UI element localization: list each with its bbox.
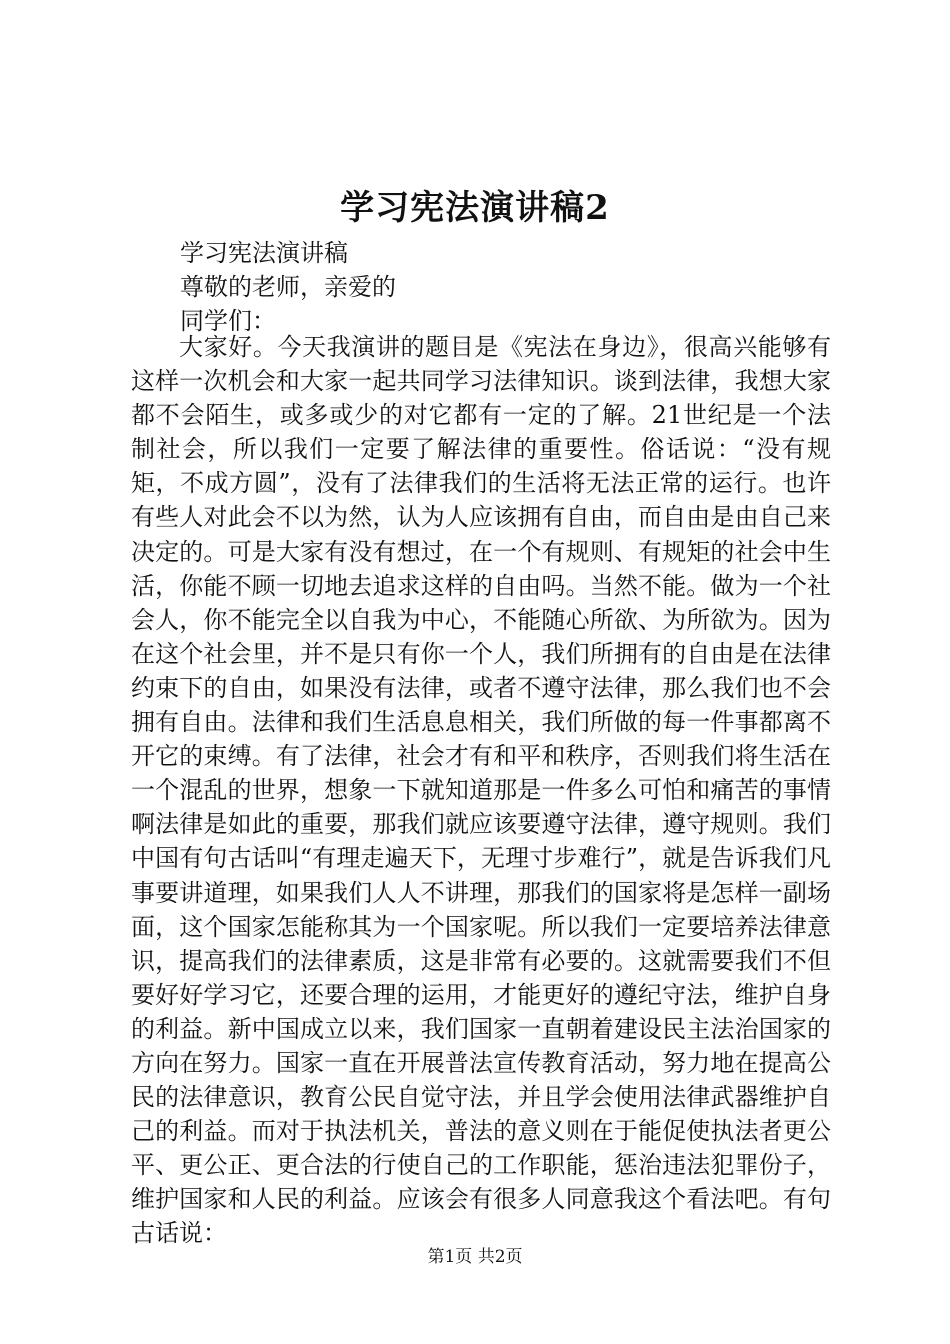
intro-line-audience: 同学们：	[180, 307, 276, 335]
page-number-footer: 第1页 共2页	[427, 1247, 523, 1267]
intro-line-title: 学习宪法演讲稿	[180, 239, 348, 267]
intro-line-salutation: 尊敬的老师，亲爱的	[180, 273, 396, 301]
speech-body-paragraph: 大家好。今天我演讲的题目是《宪法在身边》，很高兴能够有这样一次机会和大家一起共同学习法律知识。谈到法律，我想大家都不会陌生，或多或少的对它都有一定的了解。21世纪是一个法制社会，所以我们一定要了解法律的重要性。俗话说：“没有规矩，不成方圆”，没有了法律我们的生活将无法正常的运行。也许有些人对此会不以为然，认为人应该拥有自由，而自由是由自己来决定的。可是大家有没有想过，在一个有规则、有规矩的社会中生活，你能不顾一切地去追求这样的自由吗。当然不能。做为一个社会人，你不能完全以自我为中心，不能随心所欲、为所欲为。因为在这个社会里，并不是只有你一个人，我们所拥有的自由是在法律约束下的自由，如果没有法律，或者不遵守法律，那么我们也不会拥有自由。法律和我们生活息息相关，我们所做的每一件事都离不开它的束缚。有了法律，社会才有和平和秩序，否则我们将生活在一个混乱的世界，想象一下就知道那是一件多么可怕和痛苦的事情啊法律是如此的重要，那我们就应该要遵守法律，遵守规则。我们中国有句古话叫“有理走遍天下，无理寸步难行”，就是告诉我们凡事要讲道理，如果我们人人不讲理，那我们的国家将是怎样一副场面，这个国家怎能称其为一个国家呢。所以我们一定要培养法律意识，提高我们的法律素质，这是非常有必要的。这就需要我们不但要好好学习它，还要合理的运用，才能更好的遵纪守法，维护自身的利益。新中国成立以来，我们国家一直朝着建设民主法治国家的方向在努力。国家一直在开展普法宣传教育活动，努力地在提高公民的法律意识，教育公民自觉守法，并且学会使用法律武器维护自己的利益。而对于执法机关，普法的意义则在于能促使执法者更公平、更公正、更合法的行使自己的工作职能，惩治违法犯罪份子，维护国家和人民的利益。应该会有很多人同意我这个看法吧。有句古话说：	[131, 333, 831, 1248]
document-title: 学习宪法演讲稿2	[340, 188, 610, 228]
